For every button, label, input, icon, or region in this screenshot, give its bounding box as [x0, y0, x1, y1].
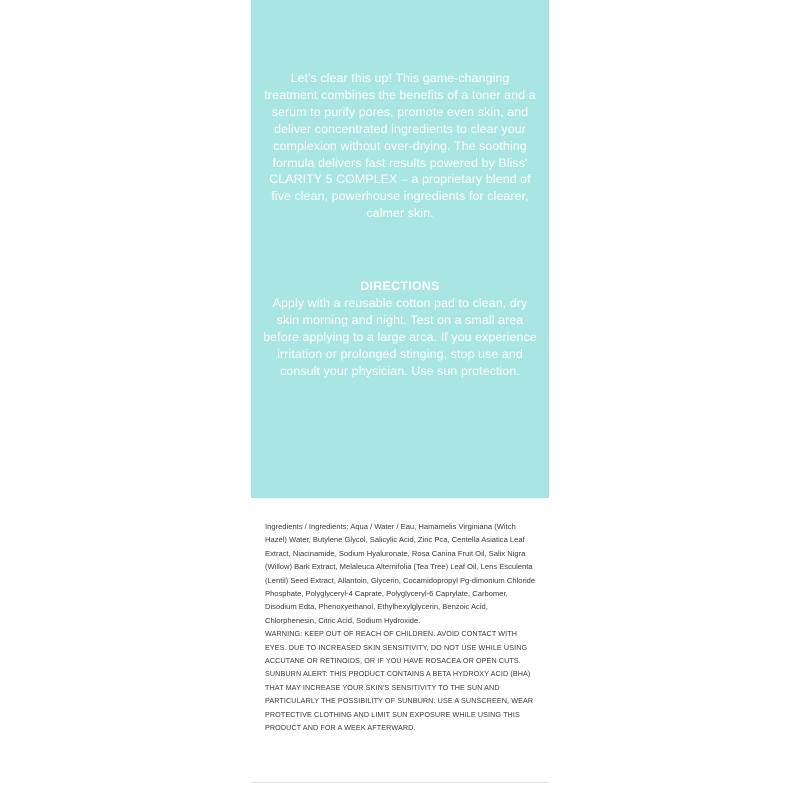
- directions-heading: DIRECTIONS: [360, 279, 440, 293]
- product-box-back: [251, 0, 549, 800]
- product-description: Let's clear this up! This game-changing treatment combines the benefits of a toner and a serum to purify pores, promote even skin, and deliver concentrated ingredients to clear your complexion without over-drying. The soothing formula delivers fast results powered by Bliss' CLARITY 5 COMPLEX – a proprietary blend of five clean, powerhouse ingredients for clearer, calmer skin.: [264, 71, 536, 221]
- ingredients-block: [265, 520, 539, 735]
- bottom-divider: [251, 782, 549, 783]
- teal-panel: [251, 0, 549, 498]
- sunburn-alert-text: SUNBURN ALERT: THIS PRODUCT CONTAINS A BETA HYDROXY ACID (BHA) THAT MAY INCREASE YOUR SKIN'S SENSITIVITY TO THE SUN AND PARTICULARLY THE POSSIBILITY OF SUNBURN. USE A SUNSCREEN, WEAR PROTECTIVE CLOTHING AND LIMIT SUN EXPOSURE WHILE USING THIS PRODUCT AND FOR A WEEK AFTERWARD.: [265, 669, 534, 733]
- directions-text: Apply with a reusable cotton pad to clean, dry skin morning and night. Test on a small area before applying to a large arca. If you experience irritation or prolonged stinging, stop use and consult your physician. Use sun protection.: [263, 296, 537, 378]
- ingredients-text: Ingredients / Ingredients: Aqua / Water / Eau, Hamamelis Virginiana (Witch Hazel) Water, Butylene Glycol, Salicylic Acid, Zinc Pca, Centella Asiatica Leaf Extract, Niacinamide, Sodium Hyaluronate, Rosa Canina Fruit Oil, Salix Nigra (Willow) Bark Extract, Melaleuca Alternifolia (Tea Tree) Leaf Oil, Lens Esculenta (Lentil) Seed Extract, Allantoin, Glycerin, Cocamidopropyl Pg-dimonium Chloride Phosphate, Polyglyceryl-4 Caprate, Polyglyceryl-6 Caprylate, Carbomer, Disodium Edta, Phenoxyethanol, Ethylhexylglycerin, Benzoic Acid, Chlorphenesin, Citric Acid, Sodium Hydroxide.: [265, 522, 536, 625]
- warning-text: WARNING: KEEP OUT OF REACH OF CHILDREN. AVOID CONTACT WITH EYES. DUE TO INCREASED SKIN SENSITIVITY, DO NOT USE WHILE USING ACCUTANE OR RETINOIDS, OR IF YOU HAVE ROSACEA OR OPEN CUTS.: [265, 629, 528, 666]
